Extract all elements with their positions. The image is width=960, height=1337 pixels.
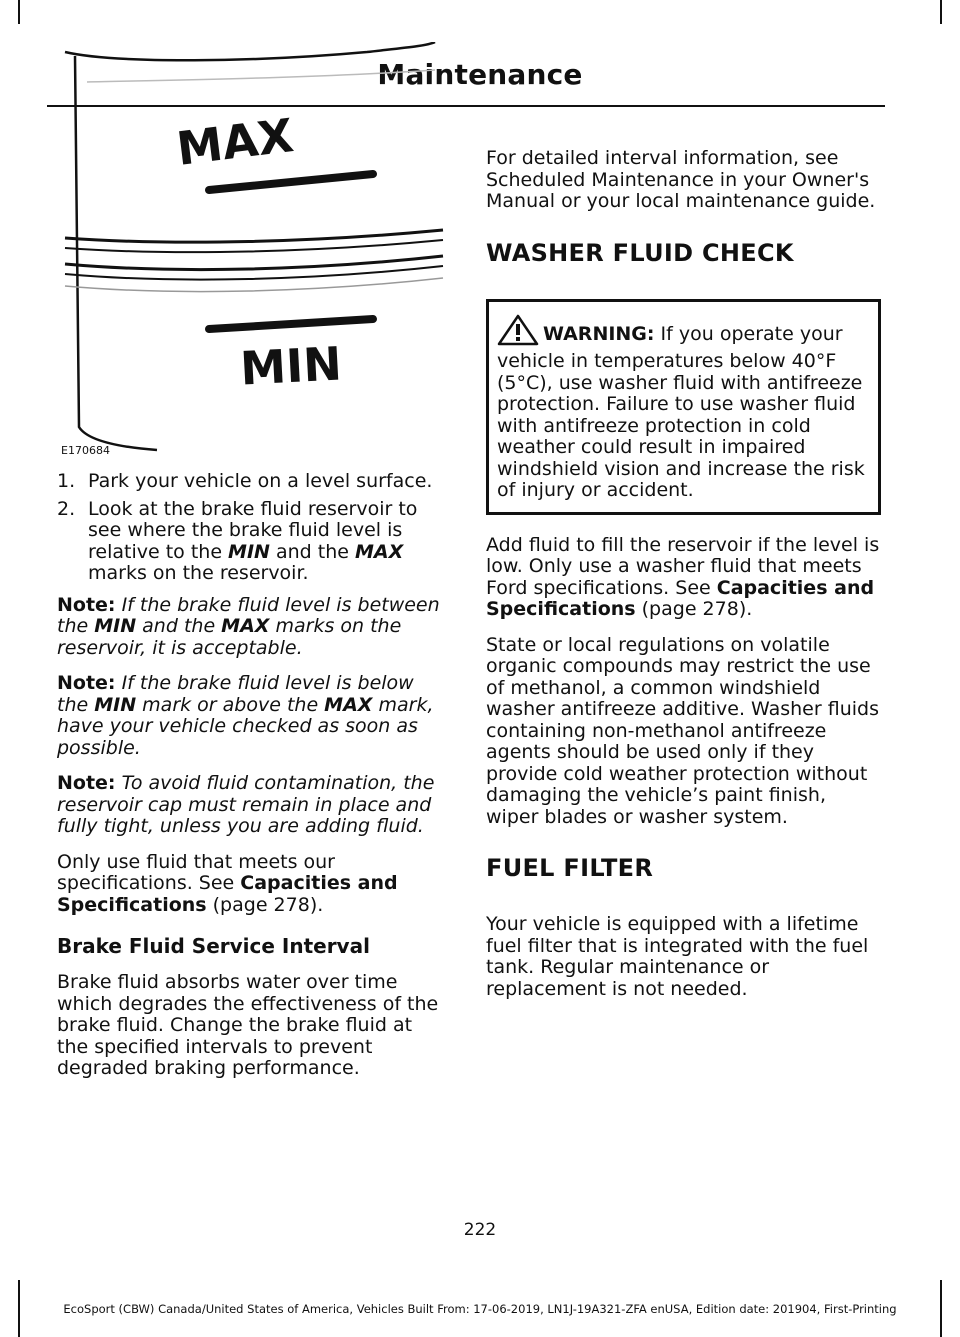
note-level-acceptable (57, 595, 449, 660)
note-text: To avoid fluid contamination, the reservoir cap must remain in place and fully tight, unless you are adding fluid. (57, 772, 435, 837)
page-number: 222 (463, 1220, 497, 1240)
step-item (57, 471, 449, 493)
note-text: and the (136, 615, 222, 637)
max-term: MAX (324, 693, 373, 716)
right-column (486, 148, 881, 1014)
interval-paragraph: Brake fluid absorbs water over time which degrades the effectiveness of the brake fluid. Change the brake fluid at the specified intervals to prevent degraded braking performance. (57, 971, 439, 1079)
note-text: If the brake fluid level is between the (57, 593, 440, 637)
left-column (57, 0, 449, 1094)
max-term: MAX (354, 540, 404, 563)
reservoir-illustration (57, 42, 449, 457)
note-label: Note: (57, 772, 116, 794)
min-term: MIN (94, 615, 137, 637)
figure-id: E170684 (61, 444, 110, 457)
paragraph-text: (page 278). (206, 893, 324, 916)
brake-reservoir-figure (57, 42, 449, 457)
min-term: MIN (228, 540, 270, 563)
page-header-title: Maintenance (377, 58, 583, 91)
capacities-specifications-link[interactable]: Capacities and Specifications (486, 576, 875, 620)
regulations-paragraph: State or local regulations on volatile organic compounds may restrict the use of methanol, a common windshield washer antifreeze additive. Washer fluids containing non-methanol antifreeze agents should be used only if they provide cold weather protection without damaging the vehicle’s paint finish, wiper blades or washer system. (486, 633, 879, 828)
note-text: If the brake fluid level is below the (57, 672, 414, 716)
warning-box (486, 299, 881, 515)
warning-triangle-icon (497, 314, 539, 352)
warning-label: WARNING: (543, 322, 655, 345)
min-mark-label: MIN (238, 336, 343, 396)
note-text: marks on the reservoir, it is acceptable. (57, 615, 402, 659)
step-item (57, 499, 449, 585)
interval-info-paragraph: For detailed interval information, see Scheduled Maintenance in your Owner's Manual or your local maintenance guide. (486, 147, 876, 212)
max-mark-label: MAX (173, 108, 297, 176)
capacities-specifications-link[interactable]: Capacities and Specifications (57, 872, 398, 916)
fuel-filter-heading: FUEL FILTER (486, 854, 654, 882)
min-term: MIN (94, 693, 137, 716)
procedure-steps (57, 471, 449, 585)
spec-paragraph (57, 852, 449, 917)
note-text: mark, have your vehicle checked as soon as possible. (57, 693, 434, 759)
crop-mark-top-right (940, 0, 942, 24)
note-text: mark or above the (136, 693, 325, 716)
step-text: and the (269, 540, 355, 563)
crop-mark-top-left (18, 0, 20, 24)
step-number: 1. (57, 470, 76, 492)
note-label: Note: (57, 593, 116, 616)
brake-fluid-interval-heading: Brake Fluid Service Interval (57, 934, 370, 958)
step-number: 2. (57, 497, 76, 520)
step-text: Park your vehicle on a level surface. (88, 470, 433, 492)
add-fluid-paragraph (486, 535, 881, 621)
washer-fluid-heading: WASHER FLUID CHECK (486, 238, 794, 267)
paragraph-text: Only use fluid that meets our specifications. See (57, 850, 335, 894)
fuel-filter-paragraph: Your vehicle is equipped with a lifetime fuel filter that is integrated with the fuel tank. Regular maintenance or replacement is not needed. (486, 913, 869, 1000)
step-text: marks on the reservoir. (88, 562, 309, 584)
paragraph-text: (page 278). (635, 598, 753, 620)
paragraph-text: Add fluid to fill the reservoir if the level is low. Only use a washer fluid that meets Ford specifications. See (486, 533, 880, 599)
step-text: Look at the brake fluid reservoir to see where the brake fluid level is relative to the (88, 497, 418, 563)
note-level-out-of-range (57, 673, 449, 759)
note-label: Note: (57, 672, 116, 694)
warning-text: If you operate your vehicle in temperatures below 40°F (5°C), use washer fluid with antifreeze protection. Failure to use washer fluid with antifreeze protection in cold weather could result in impaired windshield vision and increase the risk of injury or accident. (497, 322, 865, 501)
max-term: MAX (221, 615, 270, 637)
page-footer: EcoSport (CBW) Canada/United States of America, Vehicles Built From: 17-06-2019, LN1J-19A321-ZFA enUSA, Edition date: 201904, First-Printing (63, 1302, 897, 1316)
note-contamination (57, 773, 449, 838)
